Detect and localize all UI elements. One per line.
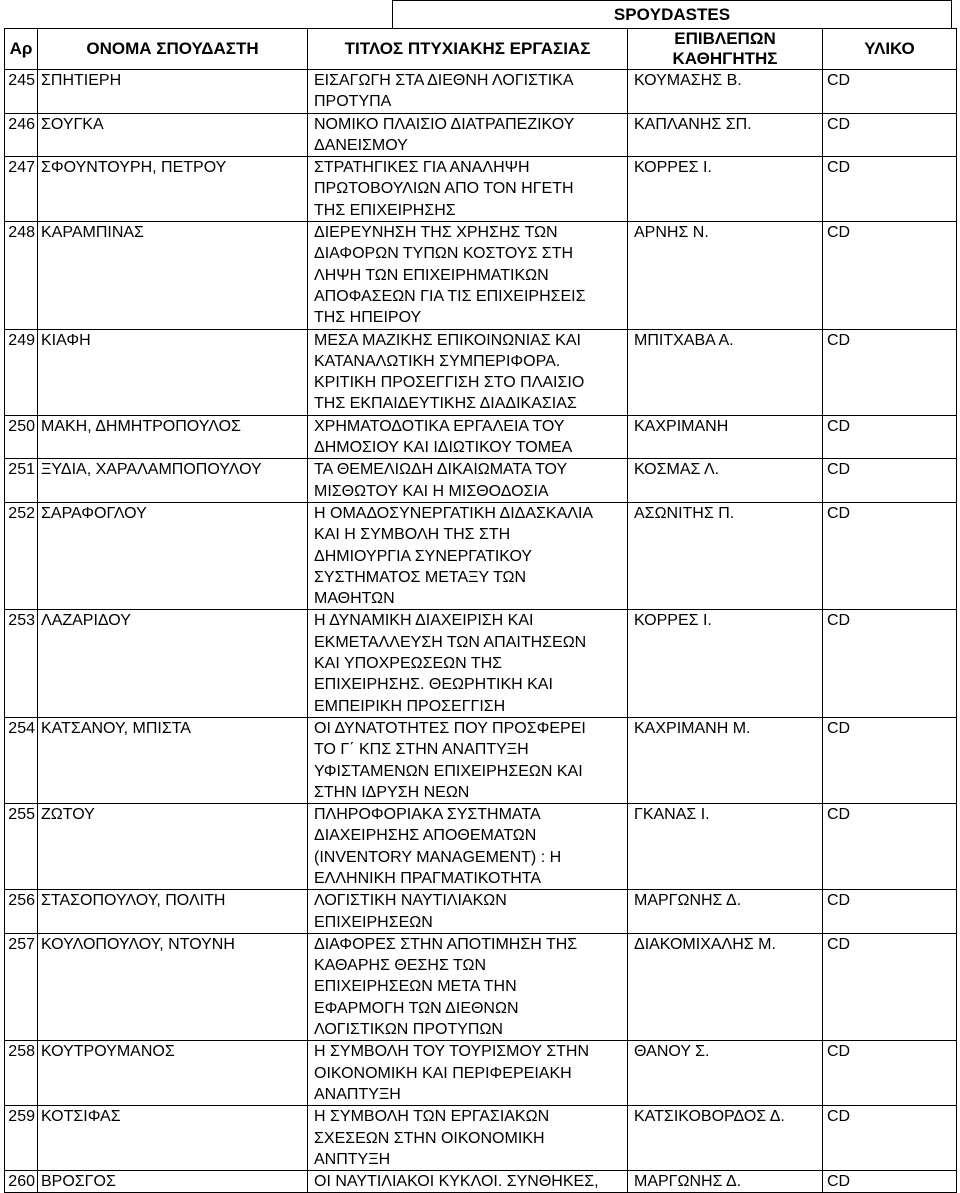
cell-material: CD bbox=[823, 1171, 957, 1193]
cell-thesis-title: Η ΔΥΝΑΜΙΚΗ ΔΙΑΧΕΙΡΙΣΗ ΚΑΙ ΕΚΜΕΤΑΛΛΕΥΣΗ ΤΩΝ ΑΠΑΙΤΗΣΕΩΝ ΚΑΙ ΥΠΟΧΡΕΩΣΕΩΝ ΤΗΣ ΕΠΙΧΕΙΡΗΣΗΣ. ΘΕΩΡΗΤΙΚΗ ΚΑΙ ΕΜΠΕΙΡΙΚΗ ΠΡΟΣΕΓΓΙΣΗ bbox=[308, 610, 628, 717]
cell-number: 248 bbox=[5, 222, 38, 329]
cell-material: CD bbox=[823, 1041, 957, 1106]
cell-student-name: ΣΦΟΥΝΤΟΥΡΗ, ΠΕΤΡΟΥ bbox=[38, 157, 308, 222]
cell-thesis-title: ΕΙΣΑΓΩΓΗ ΣΤΑ ΔΙΕΘΝΗ ΛΟΓΙΣΤΙΚΑ ΠΡΟΤΥΠΑ bbox=[308, 70, 628, 114]
table-caption: SPOYDASTES bbox=[392, 0, 952, 28]
cell-thesis-title: ΔΙΑΦΟΡΕΣ ΣΤΗΝ ΑΠΟΤΙΜΗΣΗ ΤΗΣ ΚΑΘΑΡΗΣ ΘΕΣΗΣ ΤΩΝ ΕΠΙΧΕΙΡΗΣΕΩΝ ΜΕΤΑ ΤΗΝ ΕΦΑΡΜΟΓΗ ΤΩΝ ΔΙΕΘΝΩΝ ΛΟΓΙΣΤΙΚΩΝ ΠΡΟΤΥΠΩΝ bbox=[308, 933, 628, 1040]
cell-thesis-title: Η ΟΜΑΔΟΣΥΝΕΡΓΑΤΙΚΗ ΔΙΔΑΣΚΑΛΙΑ ΚΑΙ Η ΣΥΜΒΟΛΗ ΤΗΣ ΣΤΗ ΔΗΜΙΟΥΡΓΙΑ ΣΥΝΕΡΓΑΤΙΚΟΥ ΣΥΣΤΗΜΑΤΟΣ ΜΕΤΑΞΥ ΤΩΝ ΜΑΘΗΤΩΝ bbox=[308, 502, 628, 609]
cell-student-name: ΜΑΚΗ, ΔΗΜΗΤΡΟΠΟΥΛΟΣ bbox=[38, 415, 308, 459]
table-row bbox=[5, 222, 957, 329]
table-row bbox=[5, 1171, 957, 1193]
cell-number: 253 bbox=[5, 610, 38, 717]
students-table bbox=[4, 28, 957, 1193]
header-ar: Αρ bbox=[5, 29, 38, 70]
cell-supervisor: ΑΡΝΗΣ Ν. bbox=[628, 222, 823, 329]
cell-material: CD bbox=[823, 329, 957, 415]
cell-number: 254 bbox=[5, 717, 38, 803]
cell-supervisor: ΚΟΡΡΕΣ Ι. bbox=[628, 610, 823, 717]
cell-material: CD bbox=[823, 222, 957, 329]
cell-material: CD bbox=[823, 933, 957, 1040]
cell-student-name: ΚΑΡΑΜΠΙΝΑΣ bbox=[38, 222, 308, 329]
cell-supervisor: ΜΑΡΓΩΝΗΣ Δ. bbox=[628, 1171, 823, 1193]
table-row bbox=[5, 459, 957, 503]
table-row bbox=[5, 1106, 957, 1171]
cell-thesis-title: Η ΣΥΜΒΟΛΗ ΤΩΝ ΕΡΓΑΣΙΑΚΩΝ ΣΧΕΣΕΩΝ ΣΤΗΝ ΟΙΚΟΝΟΜΙΚΗ ΑΝΠΤΥΞΗ bbox=[308, 1106, 628, 1171]
cell-number: 249 bbox=[5, 329, 38, 415]
cell-number: 247 bbox=[5, 157, 38, 222]
cell-student-name: ΚΟΥΤΡΟΥΜΑΝΟΣ bbox=[38, 1041, 308, 1106]
cell-number: 246 bbox=[5, 113, 38, 157]
cell-number: 256 bbox=[5, 890, 38, 934]
cell-number: 251 bbox=[5, 459, 38, 503]
cell-supervisor: ΘΑΝΟΥ Σ. bbox=[628, 1041, 823, 1106]
table-row bbox=[5, 717, 957, 803]
cell-thesis-title: Η ΣΥΜΒΟΛΗ ΤΟΥ ΤΟΥΡΙΣΜΟΥ ΣΤΗΝ ΟΙΚΟΝΟΜΙΚΗ ΚΑΙ ΠΕΡΙΦΕΡΕΙΑΚΗ ΑΝΑΠΤΥΞΗ bbox=[308, 1041, 628, 1106]
cell-number: 259 bbox=[5, 1106, 38, 1171]
cell-number: 255 bbox=[5, 804, 38, 890]
cell-student-name: ΖΩΤΟΥ bbox=[38, 804, 308, 890]
table-row bbox=[5, 933, 957, 1040]
table-row bbox=[5, 157, 957, 222]
cell-student-name: ΚΑΤΣΑΝΟΥ, ΜΠΙΣΤΑ bbox=[38, 717, 308, 803]
cell-student-name: ΣΑΡΑΦΟΓΛΟΥ bbox=[38, 502, 308, 609]
cell-material: CD bbox=[823, 1106, 957, 1171]
cell-material: CD bbox=[823, 415, 957, 459]
header-name: ΟΝΟΜΑ ΣΠΟΥΔΑΣΤΗ bbox=[38, 29, 308, 70]
table-row bbox=[5, 329, 957, 415]
cell-number: 252 bbox=[5, 502, 38, 609]
table-row bbox=[5, 804, 957, 890]
cell-student-name: ΛΑΖΑΡΙΔΟΥ bbox=[38, 610, 308, 717]
cell-student-name: ΚΙΑΦΗ bbox=[38, 329, 308, 415]
cell-material: CD bbox=[823, 157, 957, 222]
cell-material: CD bbox=[823, 70, 957, 114]
cell-supervisor: ΑΣΩΝΙΤΗΣ Π. bbox=[628, 502, 823, 609]
header-title: ΤΙΤΛΟΣ ΠΤΥΧΙΑΚΗΣ ΕΡΓΑΣΙΑΣ bbox=[308, 29, 628, 70]
table-row bbox=[5, 415, 957, 459]
table-row bbox=[5, 890, 957, 934]
table-caption-row bbox=[4, 0, 956, 28]
cell-student-name: ΚΟΤΣΙΦΑΣ bbox=[38, 1106, 308, 1171]
header-supervisor: ΕΠΙΒΛΕΠΩΝ ΚΑΘΗΓΗΤΗΣ bbox=[628, 29, 823, 70]
header-row bbox=[5, 29, 957, 70]
cell-thesis-title: ΟΙ ΝΑΥΤΙΛΙΑΚΟΙ ΚΥΚΛΟΙ. ΣΥΝΘΗΚΕΣ, bbox=[308, 1171, 628, 1193]
table-row bbox=[5, 1041, 957, 1106]
cell-material: CD bbox=[823, 113, 957, 157]
cell-supervisor: ΚΑΧΡΙΜΑΝΗ bbox=[628, 415, 823, 459]
cell-student-name: ΣΟΥΓΚΑ bbox=[38, 113, 308, 157]
table-row bbox=[5, 502, 957, 609]
cell-thesis-title: ΤΑ ΘΕΜΕΛΙΩΔΗ ΔΙΚΑΙΩΜΑΤΑ ΤΟΥ ΜΙΣΘΩΤΟΥ ΚΑΙ Η ΜΙΣΘΟΔΟΣΙΑ bbox=[308, 459, 628, 503]
report-page bbox=[4, 0, 956, 1193]
cell-thesis-title: ΧΡΗΜΑΤΟΔΟΤΙΚΑ ΕΡΓΑΛΕΙΑ ΤΟΥ ΔΗΜΟΣΙΟΥ ΚΑΙ ΙΔΙΩΤΙΚΟΥ ΤΟΜΕΑ bbox=[308, 415, 628, 459]
cell-material: CD bbox=[823, 804, 957, 890]
cell-material: CD bbox=[823, 717, 957, 803]
cell-material: CD bbox=[823, 890, 957, 934]
cell-student-name: ΒΡΟΣΓΟΣ bbox=[38, 1171, 308, 1193]
cell-supervisor: ΚΟΥΜΑΣΗΣ Β. bbox=[628, 70, 823, 114]
cell-supervisor: ΚΟΡΡΕΣ Ι. bbox=[628, 157, 823, 222]
cell-number: 245 bbox=[5, 70, 38, 114]
cell-supervisor: ΜΠΙΤΧΑΒΑ Α. bbox=[628, 329, 823, 415]
cell-thesis-title: ΛΟΓΙΣΤΙΚΗ ΝΑΥΤΙΛΙΑΚΩΝ ΕΠΙΧΕΙΡΗΣΕΩΝ bbox=[308, 890, 628, 934]
cell-student-name: ΞΥΔΙΑ, ΧΑΡΑΛΑΜΠΟΠΟΥΛΟΥ bbox=[38, 459, 308, 503]
table-row bbox=[5, 70, 957, 114]
cell-student-name: ΣΤΑΣΟΠΟΥΛΟΥ, ΠΟΛΙΤΗ bbox=[38, 890, 308, 934]
cell-supervisor: ΚΑΤΣΙΚΟΒΟΡΔΟΣ Δ. bbox=[628, 1106, 823, 1171]
cell-number: 250 bbox=[5, 415, 38, 459]
cell-thesis-title: ΣΤΡΑΤΗΓΙΚΕΣ ΓΙΑ ΑΝΑΛΗΨΗ ΠΡΩΤΟΒΟΥΛΙΩΝ ΑΠΟ ΤΟΝ ΗΓΕΤΗ ΤΗΣ ΕΠΙΧΕΙΡΗΣΗΣ bbox=[308, 157, 628, 222]
cell-supervisor: ΔΙΑΚΟΜΙΧΑΛΗΣ Μ. bbox=[628, 933, 823, 1040]
cell-thesis-title: ΟΙ ΔΥΝΑΤΟΤΗΤΕΣ ΠΟΥ ΠΡΟΣΦΕΡΕΙ ΤΟ Γ΄ ΚΠΣ ΣΤΗΝ ΑΝΑΠΤΥΞΗ ΥΦΙΣΤΑΜΕΝΩΝ ΕΠΙΧΕΙΡΗΣΕΩΝ ΚΑΙ ΣΤΗΝ ΙΔΡΥΣΗ ΝΕΩΝ bbox=[308, 717, 628, 803]
cell-supervisor: ΓΚΑΝΑΣ Ι. bbox=[628, 804, 823, 890]
cell-supervisor: ΚΑΧΡΙΜΑΝΗ Μ. bbox=[628, 717, 823, 803]
cell-number: 257 bbox=[5, 933, 38, 1040]
cell-material: CD bbox=[823, 502, 957, 609]
cell-material: CD bbox=[823, 459, 957, 503]
cell-supervisor: ΚΟΣΜΑΣ Λ. bbox=[628, 459, 823, 503]
cell-thesis-title: ΝΟΜΙΚΟ ΠΛΑΙΣΙΟ ΔΙΑΤΡΑΠΕΖΙΚΟΥ ΔΑΝΕΙΣΜΟΥ bbox=[308, 113, 628, 157]
cell-student-name: ΣΠΗΤΙΕΡΗ bbox=[38, 70, 308, 114]
header-material: ΥΛΙΚΟ bbox=[823, 29, 957, 70]
cell-thesis-title: ΔΙΕΡΕΥΝΗΣΗ ΤΗΣ ΧΡΗΣΗΣ ΤΩΝ ΔΙΑΦΟΡΩΝ ΤΥΠΩΝ ΚΟΣΤΟΥΣ ΣΤΗ ΛΗΨΗ ΤΩΝ ΕΠΙΧΕΙΡΗΜΑΤΙΚΩΝ ΑΠΟΦΑΣΕΩΝ ΓΙΑ ΤΙΣ ΕΠΙΧΕΙΡΗΣΕΙΣ ΤΗΣ ΗΠΕΙΡΟΥ bbox=[308, 222, 628, 329]
cell-material: CD bbox=[823, 610, 957, 717]
cell-number: 258 bbox=[5, 1041, 38, 1106]
cell-number: 260 bbox=[5, 1171, 38, 1193]
cell-thesis-title: ΠΛΗΡΟΦΟΡΙΑΚΑ ΣΥΣΤΗΜΑΤΑ ΔΙΑΧΕΙΡΗΣΗΣ ΑΠΟΘΕΜΑΤΩΝ (INVENTORY MANAGEMENT) : Η ΕΛΛΗΝΙΚΗ ΠΡΑΓΜΑΤΙΚΟΤΗΤΑ bbox=[308, 804, 628, 890]
cell-student-name: ΚΟΥΛΟΠΟΥΛΟΥ, ΝΤΟΥΝΗ bbox=[38, 933, 308, 1040]
cell-thesis-title: ΜΕΣΑ ΜΑΖΙΚΗΣ ΕΠΙΚΟΙΝΩΝΙΑΣ ΚΑΙ ΚΑΤΑΝΑΛΩΤΙΚΗ ΣΥΜΠΕΡΙΦΟΡΑ. ΚΡΙΤΙΚΗ ΠΡΟΣΕΓΓΙΣΗ ΣΤΟ ΠΛΑΙΣΙΟ ΤΗΣ ΕΚΠΑΙΔΕΥΤΙΚΗΣ ΔΙΑΔΙΚΑΣΙΑΣ bbox=[308, 329, 628, 415]
cell-supervisor: ΚΑΠΛΑΝΗΣ ΣΠ. bbox=[628, 113, 823, 157]
table-row bbox=[5, 113, 957, 157]
cell-supervisor: ΜΑΡΓΩΝΗΣ Δ. bbox=[628, 890, 823, 934]
table-row bbox=[5, 610, 957, 717]
